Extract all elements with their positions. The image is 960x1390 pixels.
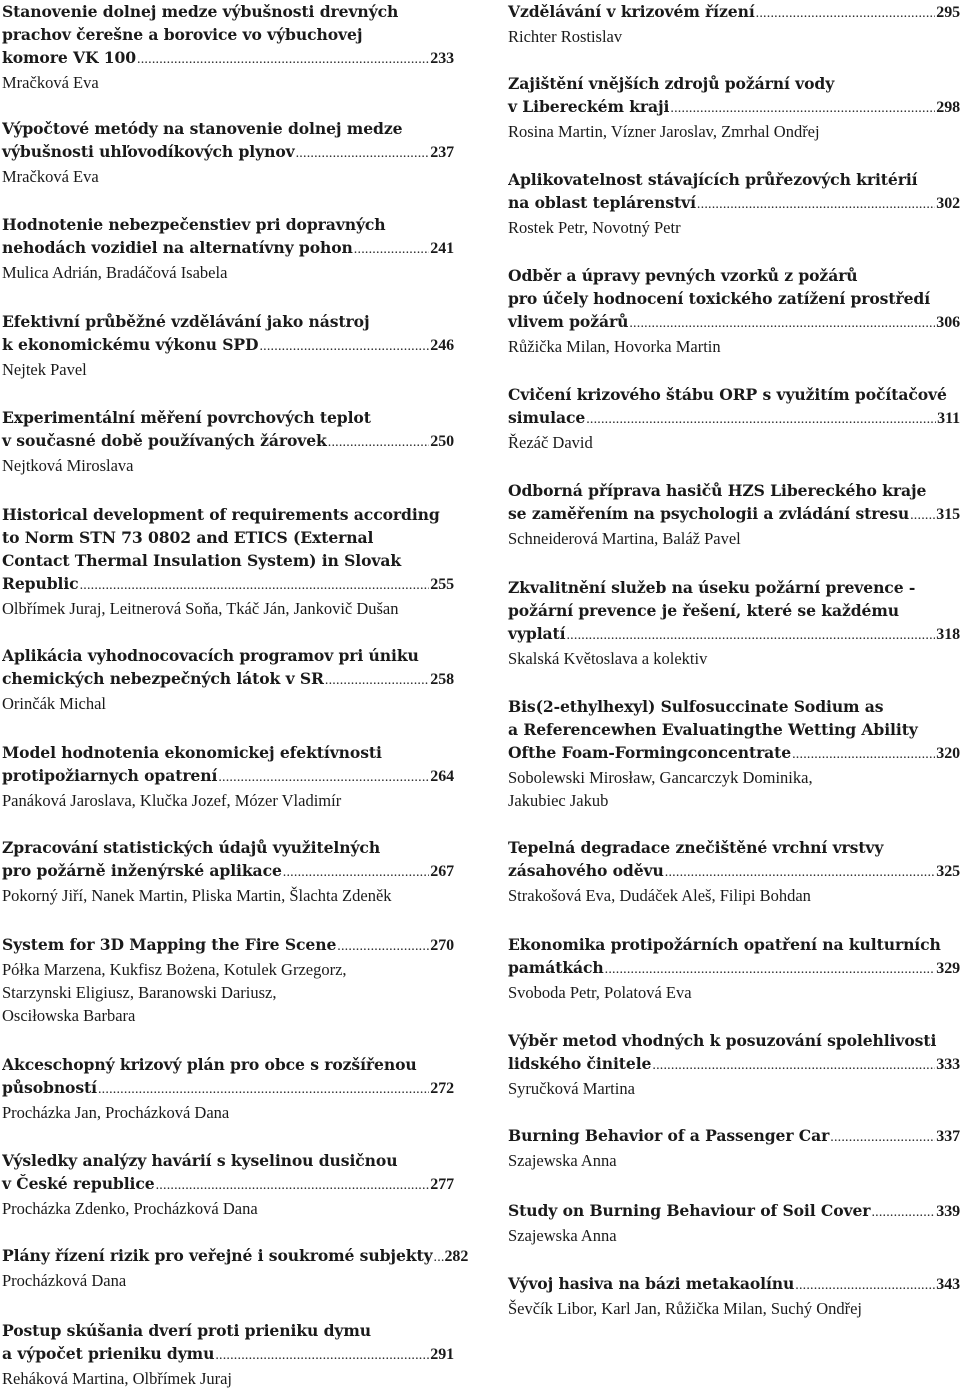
title-line: Tepelná degradace znečištěné vrchní vrstvy xyxy=(508,838,884,857)
toc-entry xyxy=(508,576,960,670)
title-last-line xyxy=(2,333,454,358)
dot-leader xyxy=(665,860,936,884)
dot-leader xyxy=(434,1245,444,1269)
toc-entry xyxy=(2,0,454,94)
toc-entry xyxy=(508,836,960,907)
author-line: Řezáč David xyxy=(508,433,593,452)
author-line: Schneiderová Martina, Baláž Pavel xyxy=(508,529,741,548)
author-line: Skalská Květoslava a kolektiv xyxy=(508,649,708,668)
title-last-line xyxy=(508,622,960,647)
entry-authors xyxy=(508,1224,960,1247)
page-number: 250 xyxy=(430,433,454,450)
title-line: v současné době používaných žárovek xyxy=(2,431,327,450)
title-last-line xyxy=(508,956,960,981)
author-line: Reháková Martina, Olbřímek Juraj xyxy=(2,1369,233,1388)
page-number: 325 xyxy=(936,863,960,880)
title-line: Výpočtové metódy na stanovenie dolnej medze xyxy=(2,119,403,138)
dot-leader xyxy=(629,311,935,335)
entry-authors xyxy=(508,120,960,143)
toc-entry xyxy=(2,933,454,1027)
entry-authors xyxy=(508,884,960,907)
entry-title xyxy=(2,0,454,71)
entry-authors xyxy=(2,165,454,188)
entry-authors xyxy=(508,527,960,550)
title-last-line xyxy=(2,1076,454,1101)
title-line: výbušnosti uhľovodíkových plynov xyxy=(2,142,295,161)
title-line: to Norm STN 73 0802 and ETICS (External xyxy=(2,528,374,547)
title-last-line xyxy=(2,46,454,71)
title-line: lidského činitele xyxy=(508,1054,652,1073)
title-line: požární prevence je řešení, které se každému xyxy=(508,601,899,620)
dot-leader xyxy=(652,1053,935,1077)
dot-leader xyxy=(80,573,430,597)
title-line: Ofthe Foam-Formingconcentrate xyxy=(508,743,792,762)
title-line: Contact Thermal Insulation System) in Slovak xyxy=(2,551,402,570)
page-number: 329 xyxy=(936,960,960,977)
title-line: a Referencewhen Evaluatingthe Wetting Ability xyxy=(508,720,918,739)
toc-entry xyxy=(2,213,454,284)
dot-leader xyxy=(156,1173,430,1197)
dot-leader xyxy=(354,237,430,261)
entry-title xyxy=(508,1124,960,1149)
toc-entry xyxy=(2,1319,454,1390)
title-line: památkách xyxy=(508,958,604,977)
dot-leader xyxy=(697,192,935,216)
dot-leader xyxy=(283,860,430,884)
title-line: Odborná příprava hasičů HZS Libereckého kraje xyxy=(508,481,927,500)
entry-authors xyxy=(508,216,960,239)
entry-authors xyxy=(508,431,960,454)
author-line: Orinčák Michal xyxy=(2,694,107,713)
toc-entry xyxy=(508,1199,960,1247)
title-line: Postup skúšania dverí proti prieniku dymu xyxy=(2,1321,371,1340)
author-line: Syručková Martina xyxy=(508,1079,635,1098)
toc-entry xyxy=(2,1149,454,1220)
title-last-line xyxy=(2,1342,454,1367)
dot-leader xyxy=(871,1200,935,1224)
title-last-line xyxy=(2,429,454,454)
dot-leader xyxy=(259,334,429,358)
page-number: 267 xyxy=(430,863,454,880)
toc-entry xyxy=(508,1272,960,1320)
entry-authors xyxy=(2,261,454,284)
entry-authors xyxy=(2,1269,454,1292)
title-last-line xyxy=(508,310,960,335)
author-line: Półka Marzena, Kukfisz Bożena, Kotulek Grzegorz, xyxy=(2,960,347,979)
author-line: Rostek Petr, Novotný Petr xyxy=(508,218,681,237)
title-last-line xyxy=(508,406,960,431)
author-line: Szajewska Anna xyxy=(508,1226,617,1245)
title-line: Cvičení krizového štábu ORP s využitím počítačové xyxy=(508,385,947,404)
title-line: Odběr a úpravy pevných vzorků z požárů xyxy=(508,266,858,285)
author-line: Sobolewski Mirosław, Gancarczyk Dominika, xyxy=(508,768,813,787)
dot-leader xyxy=(218,765,429,789)
title-line: Výběr metod vhodných k posuzování spolehlivosti xyxy=(508,1031,937,1050)
title-last-line xyxy=(2,667,454,692)
page-number: 277 xyxy=(430,1176,454,1193)
toc-left-column xyxy=(2,0,469,1388)
entry-authors xyxy=(2,958,454,1027)
dot-leader xyxy=(795,1273,935,1297)
entry-title xyxy=(508,72,960,120)
entry-title xyxy=(508,836,960,884)
toc-right-column xyxy=(508,0,960,1361)
page-number: 246 xyxy=(430,337,454,354)
title-line: pro požárně inženýrské aplikace xyxy=(2,861,282,880)
entry-authors xyxy=(508,335,960,358)
title-line: působností xyxy=(2,1078,97,1097)
toc-entry xyxy=(508,168,960,239)
page-number: 306 xyxy=(936,314,960,331)
page-number: 333 xyxy=(936,1056,960,1073)
title-line: Výsledky analýzy havárií s kyselinou dusičnou xyxy=(2,1151,398,1170)
title-line: v Libereckém kraji xyxy=(508,97,670,116)
title-last-line xyxy=(2,1172,454,1197)
entry-authors xyxy=(508,647,960,670)
entry-title xyxy=(2,933,454,958)
entry-title xyxy=(508,0,960,25)
entry-authors xyxy=(2,1101,454,1124)
page-number: 255 xyxy=(430,576,454,593)
title-line: k ekonomickému výkonu SPD xyxy=(2,335,259,354)
title-line: Study on Burning Behaviour of Soil Cover xyxy=(508,1201,871,1220)
title-line: zásahového oděvu xyxy=(508,861,664,880)
author-line: Procházka Jan, Procházková Dana xyxy=(2,1103,230,1122)
dot-leader xyxy=(670,96,935,120)
toc-entry xyxy=(2,406,454,477)
page-number: 282 xyxy=(444,1248,469,1265)
page-number: 320 xyxy=(936,745,960,762)
title-line: prachov čerešne a borovice vo výbuchovej xyxy=(2,25,363,44)
author-line: Strakošová Eva, Dudáček Aleš, Filipi Bohdan xyxy=(508,886,811,905)
title-last-line xyxy=(508,859,960,884)
title-line: Stanovenie dolnej medze výbušnosti drevných xyxy=(2,2,399,21)
author-line: Panáková Jaroslava, Klučka Jozef, Mózer Vladimír xyxy=(2,791,342,810)
author-line: Procházková Dana xyxy=(2,1271,127,1290)
entry-title xyxy=(508,576,960,647)
dot-leader xyxy=(296,141,430,165)
title-line: Hodnotenie nebezpečenstiev pri dopravných xyxy=(2,215,386,234)
toc-entry xyxy=(508,383,960,454)
toc-entry xyxy=(2,310,454,381)
author-line: Mračková Eva xyxy=(2,167,99,186)
title-last-line xyxy=(508,191,960,216)
entry-title xyxy=(2,117,454,165)
title-line: Model hodnotenia ekonomickej efektívnosti xyxy=(2,743,382,762)
title-line: vyplatí xyxy=(508,624,566,643)
title-line: Experimentální měření povrchových teplot xyxy=(2,408,371,427)
toc-entry xyxy=(508,695,960,812)
entry-title xyxy=(2,836,454,884)
author-line: Rosina Martin, Vízner Jaroslav, Zmrhal Ondřej xyxy=(508,122,820,141)
page-number: 272 xyxy=(430,1080,454,1097)
title-line: Efektivní průběžné vzdělávání jako nástroj xyxy=(2,312,370,331)
dot-leader xyxy=(910,503,935,527)
title-line: Aplikácia vyhodnocovacích programov pri úniku xyxy=(2,646,419,665)
page-number: 258 xyxy=(430,671,454,688)
dot-leader xyxy=(756,1,936,25)
page-number: 318 xyxy=(936,626,960,643)
page-number: 315 xyxy=(936,506,960,523)
page-number: 264 xyxy=(430,768,454,785)
entry-title xyxy=(2,213,454,261)
author-line: Richter Rostislav xyxy=(508,27,623,46)
title-last-line xyxy=(508,1124,960,1149)
entry-title xyxy=(508,168,960,216)
toc-entry xyxy=(2,741,454,812)
author-line: Svoboda Petr, Polatová Eva xyxy=(508,983,692,1002)
entry-title xyxy=(2,1319,454,1367)
entry-title xyxy=(508,933,960,981)
dot-leader xyxy=(137,47,429,71)
toc-entry xyxy=(508,479,960,550)
title-line: System for 3D Mapping the Fire Scene xyxy=(2,935,337,954)
entry-authors xyxy=(2,71,454,94)
title-last-line xyxy=(508,0,960,25)
title-line: na oblast teplárenství xyxy=(508,193,696,212)
title-line: Aplikovatelnost stávajících průřezových kritérií xyxy=(508,170,918,189)
dot-leader xyxy=(792,742,935,766)
toc-entry xyxy=(2,1244,469,1292)
title-last-line xyxy=(2,933,454,958)
entry-title xyxy=(2,503,454,597)
author-line: Nejtek Pavel xyxy=(2,360,87,379)
dot-leader xyxy=(325,668,429,692)
title-last-line xyxy=(508,1052,960,1077)
toc-entry xyxy=(2,503,454,620)
toc-entry xyxy=(508,0,960,48)
title-line: Zajištění vnějších zdrojů požární vody xyxy=(508,74,835,93)
page-number: 302 xyxy=(936,195,960,212)
title-line: pro účely hodnocení toxického zatížení prostředí xyxy=(508,289,931,308)
toc-entry xyxy=(508,933,960,1004)
title-line: nehodách vozidiel na alternatívny pohon xyxy=(2,238,353,257)
dot-leader xyxy=(830,1125,935,1149)
entry-title xyxy=(508,264,960,335)
toc-entry xyxy=(2,836,454,907)
dot-leader xyxy=(586,407,936,431)
entry-title xyxy=(2,406,454,454)
dot-leader xyxy=(98,1077,429,1101)
dot-leader xyxy=(215,1343,429,1367)
title-line: protipožiarnych opatrení xyxy=(2,766,218,785)
toc-entry xyxy=(2,644,454,715)
title-last-line xyxy=(508,502,960,527)
title-last-line xyxy=(2,859,454,884)
title-line: Burning Behavior of a Passenger Car xyxy=(508,1126,830,1145)
entry-title xyxy=(2,1149,454,1197)
entry-title xyxy=(508,695,960,766)
page-number: 337 xyxy=(936,1128,960,1145)
page-number: 237 xyxy=(430,144,454,161)
title-line: se zaměřením na psychologii a zvládání stresu xyxy=(508,504,910,523)
title-last-line xyxy=(508,1199,960,1224)
author-line: Osciłowska Barbara xyxy=(2,1006,136,1025)
entry-authors xyxy=(2,454,454,477)
title-line: simulace xyxy=(508,408,586,427)
title-line: vlivem požárů xyxy=(508,312,629,331)
entry-title xyxy=(508,1029,960,1077)
entry-title xyxy=(508,383,960,431)
page-number: 233 xyxy=(430,50,454,67)
toc-entry xyxy=(508,72,960,143)
toc-entry xyxy=(2,117,454,188)
dot-leader xyxy=(328,430,430,454)
title-line: Vzdělávání v krizovém řízení xyxy=(508,2,755,21)
entry-authors xyxy=(508,981,960,1004)
dot-leader xyxy=(566,623,935,647)
entry-title xyxy=(2,644,454,692)
entry-title xyxy=(2,741,454,789)
author-line: Procházka Zdenko, Procházková Dana xyxy=(2,1199,258,1218)
entry-authors xyxy=(2,358,454,381)
title-last-line xyxy=(2,572,454,597)
toc-entry xyxy=(508,1124,960,1172)
title-line: Historical development of requirements according xyxy=(2,505,440,524)
title-line: Plány řízení rizik pro veřejné i soukromé subjekty xyxy=(2,1246,433,1265)
title-line: a výpočet prieniku dymu xyxy=(2,1344,215,1363)
entry-authors xyxy=(508,25,960,48)
author-line: Mulica Adrián, Bradáčová Isabela xyxy=(2,263,228,282)
entry-title xyxy=(2,310,454,358)
page-number: 295 xyxy=(936,4,960,21)
entry-authors xyxy=(508,1149,960,1172)
author-line: Jakubiec Jakub xyxy=(508,791,609,810)
entry-authors xyxy=(508,1297,960,1320)
entry-authors xyxy=(2,789,454,812)
author-line: Pokorný Jiří, Nanek Martin, Pliska Martin, Šlachta Zdeněk xyxy=(2,886,392,905)
title-last-line xyxy=(2,1244,469,1269)
title-last-line xyxy=(508,1272,960,1297)
title-line: Ekonomika protipožárních opatření na kulturních xyxy=(508,935,941,954)
toc-entry xyxy=(508,264,960,358)
page-number: 311 xyxy=(937,410,960,427)
title-line: v České republice xyxy=(2,1174,155,1193)
entry-authors xyxy=(508,1077,960,1100)
toc-entry xyxy=(2,1053,454,1124)
page-number: 270 xyxy=(430,937,454,954)
author-line: Olbřímek Juraj, Leitnerová Soňa, Tkáč Ján, Jankovič Dušan xyxy=(2,599,399,618)
title-last-line xyxy=(2,236,454,261)
entry-authors xyxy=(2,884,454,907)
entry-title xyxy=(2,1244,469,1269)
title-last-line xyxy=(2,140,454,165)
entry-title xyxy=(508,479,960,527)
author-line: Starzynski Eligiusz, Baranowski Dariusz, xyxy=(2,983,277,1002)
title-last-line xyxy=(508,95,960,120)
page-number: 241 xyxy=(430,240,454,257)
author-line: Ševčík Libor, Karl Jan, Růžička Milan, Suchý Ondřej xyxy=(508,1299,863,1318)
title-line: Bis(2-ethylhexyl) Sulfosuccinate Sodium as xyxy=(508,697,884,716)
title-last-line xyxy=(2,764,454,789)
author-line: Nejtková Miroslava xyxy=(2,456,134,475)
page-number: 343 xyxy=(936,1276,960,1293)
title-line: chemických nebezpečných látok v SR xyxy=(2,669,324,688)
entry-authors xyxy=(2,692,454,715)
entry-authors xyxy=(2,1197,454,1220)
title-line: Republic xyxy=(2,574,79,593)
page-number: 291 xyxy=(430,1346,454,1363)
title-line: Akceschopný krizový plán pro obce s rozšířenou xyxy=(2,1055,417,1074)
title-line: Zpracování statistických údajů využitelných xyxy=(2,838,381,857)
dot-leader xyxy=(605,957,936,981)
entry-authors xyxy=(2,597,454,620)
entry-title xyxy=(508,1199,960,1224)
toc-entry xyxy=(508,1029,960,1100)
author-line: Mračková Eva xyxy=(2,73,99,92)
page-number: 339 xyxy=(936,1203,960,1220)
page-number: 298 xyxy=(936,99,960,116)
entry-authors xyxy=(2,1367,454,1390)
entry-authors xyxy=(508,766,960,812)
title-line: Zkvalitnění služeb na úseku požární prevence - xyxy=(508,578,916,597)
title-line: komore VK 100 xyxy=(2,48,137,67)
entry-title xyxy=(2,1053,454,1101)
entry-title xyxy=(508,1272,960,1297)
author-line: Szajewska Anna xyxy=(508,1151,617,1170)
title-line: Vývoj hasiva na bázi metakaolínu xyxy=(508,1274,795,1293)
author-line: Růžička Milan, Hovorka Martin xyxy=(508,337,721,356)
title-last-line xyxy=(508,741,960,766)
dot-leader xyxy=(337,934,429,958)
